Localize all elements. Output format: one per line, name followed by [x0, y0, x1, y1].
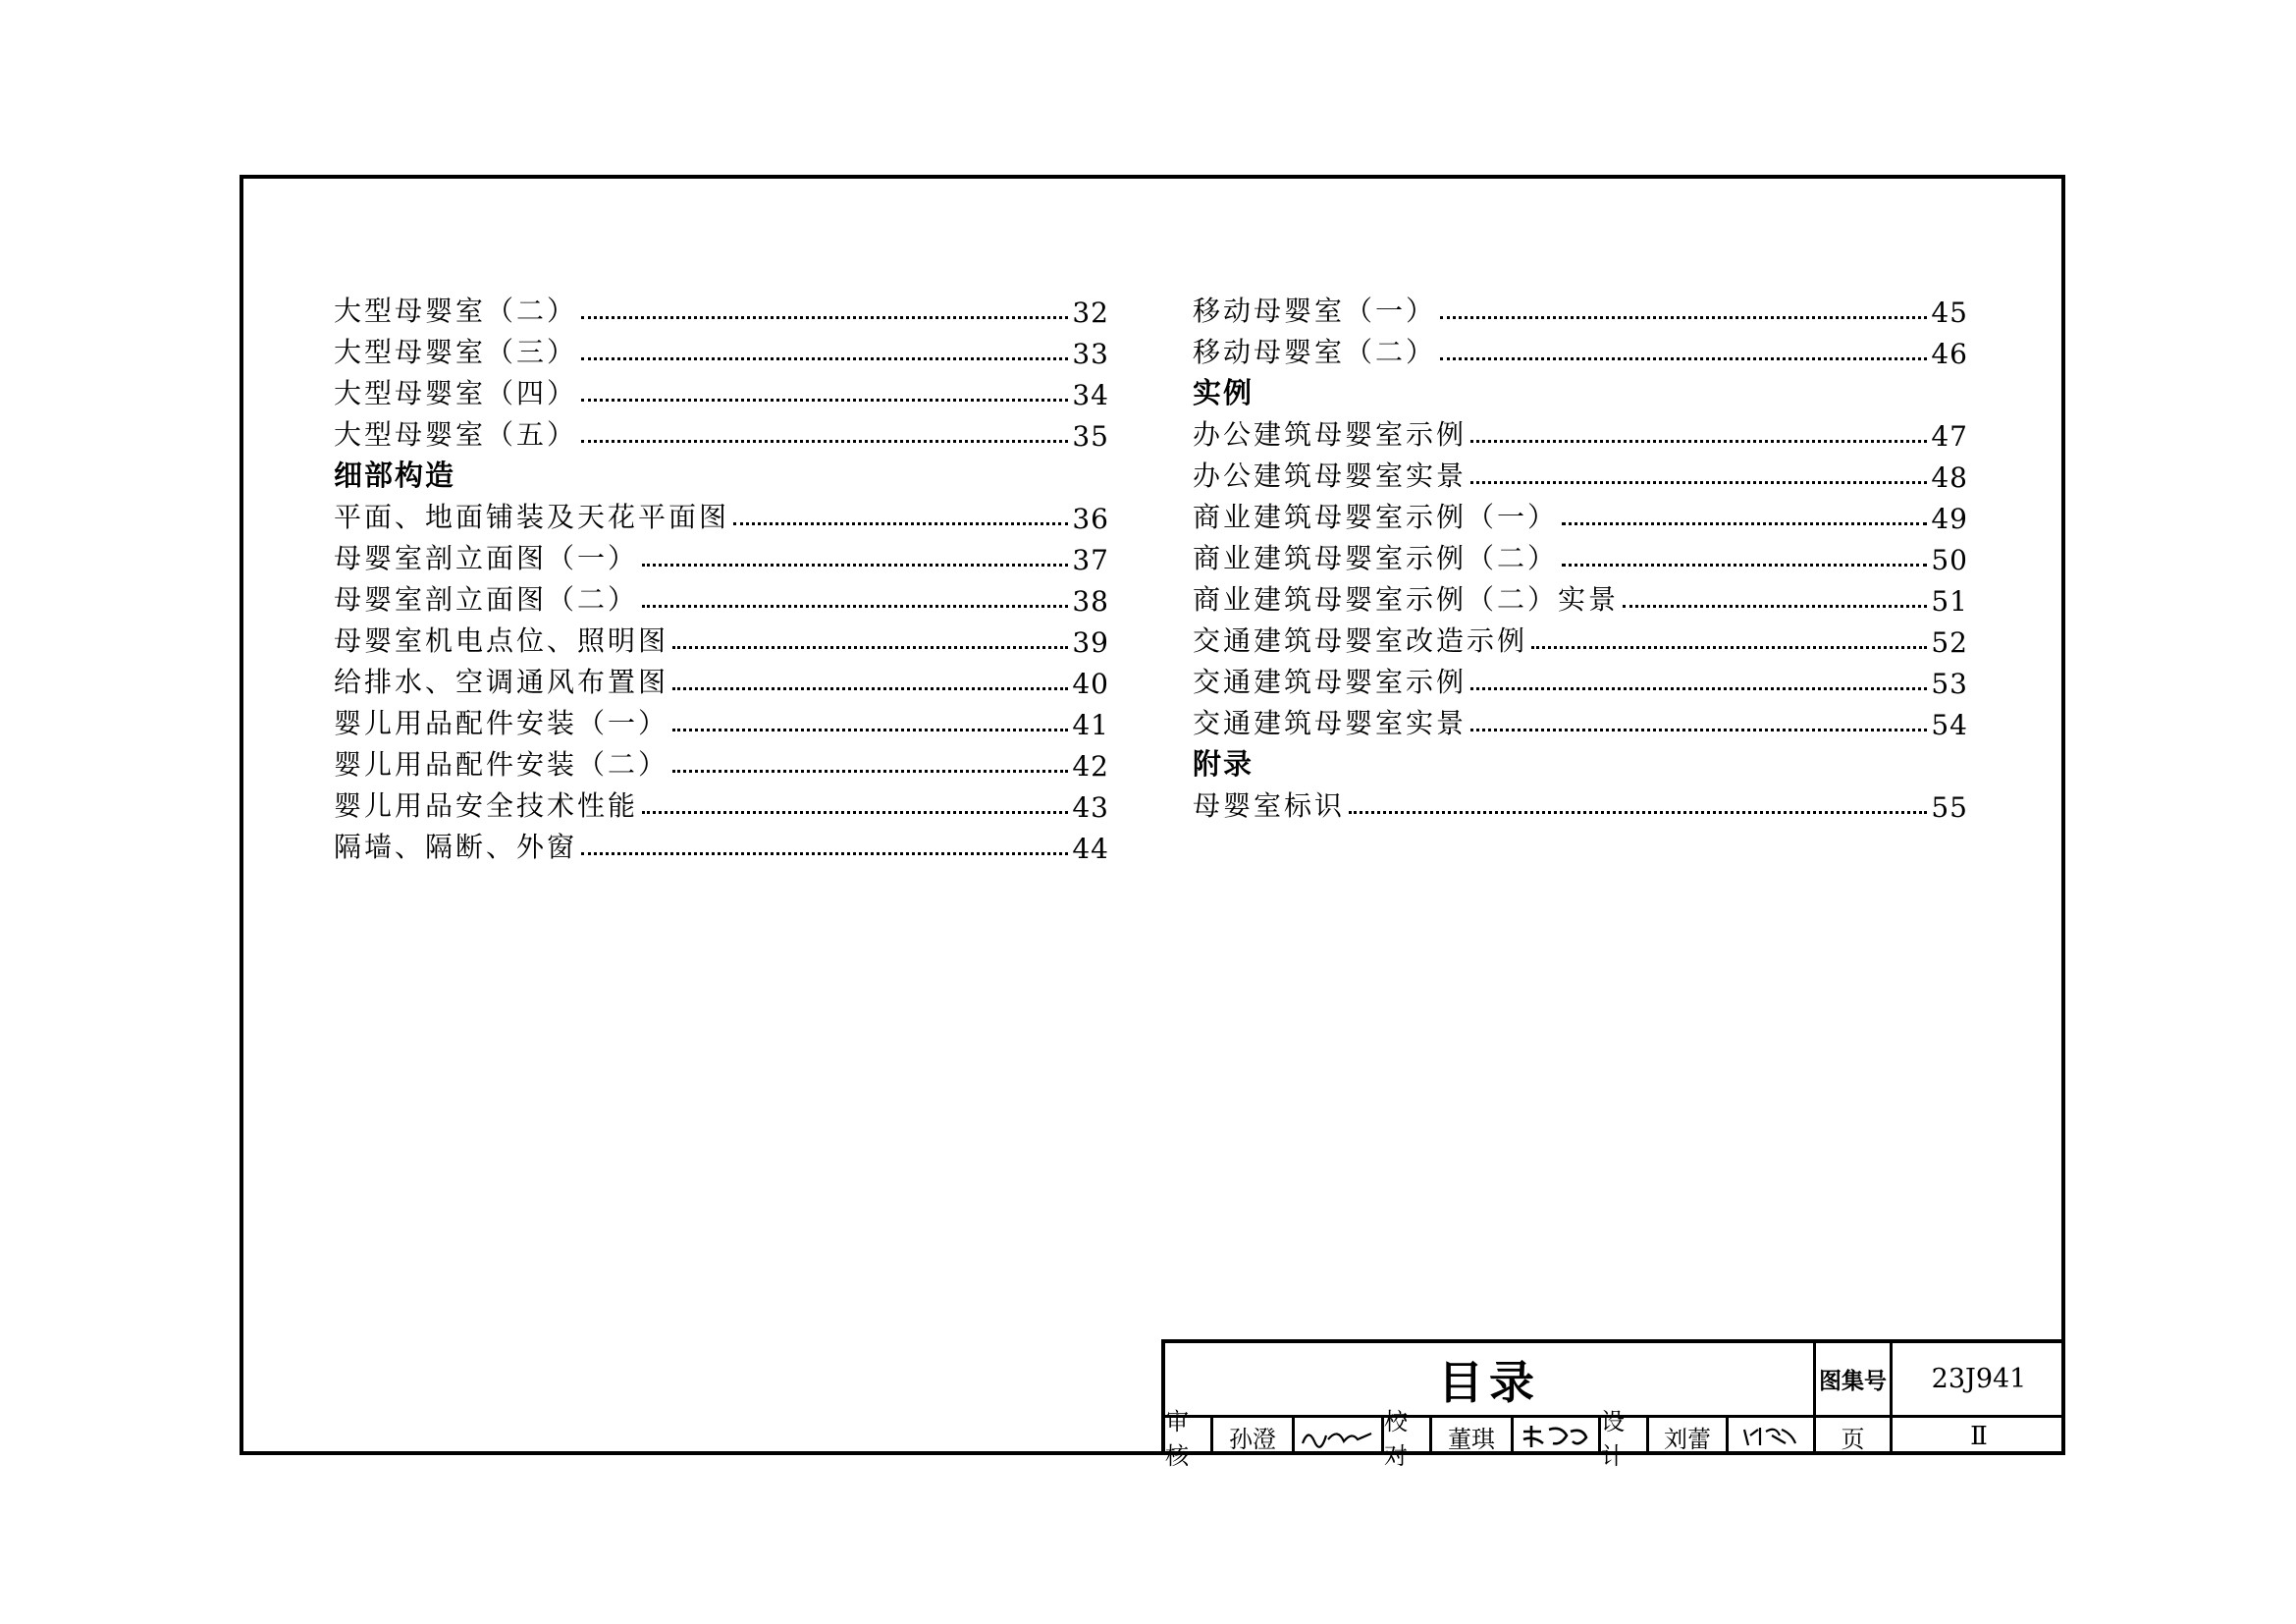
toc-entry[interactable] [1193, 783, 1968, 824]
toc-entry-page: 36 [1072, 503, 1109, 535]
toc-entry[interactable] [1193, 494, 1968, 535]
designer-signature [1729, 1418, 1813, 1455]
dot-leader [672, 646, 1068, 649]
toc-entry-title: 母婴室剖立面图（一） [334, 542, 639, 574]
dot-leader [1531, 646, 1927, 649]
toc-entry-title: 给排水、空调通风布置图 [334, 666, 669, 698]
dot-leader [672, 729, 1068, 731]
toc-entry-title: 商业建筑母婴室示例（二） [1193, 542, 1559, 574]
toc-entry-title: 婴儿用品安全技术性能 [334, 789, 639, 822]
toc-entry-page: 44 [1072, 833, 1109, 865]
reviewer-name: 孙澄 [1229, 1425, 1276, 1453]
toc-entry-page: 38 [1072, 585, 1109, 618]
toc-entry-title: 大型母婴室（四） [334, 377, 578, 409]
toc-entry[interactable] [334, 288, 1109, 329]
toc-entry-title: 母婴室机电点位、照明图 [334, 624, 669, 657]
toc-entry-page: 41 [1072, 709, 1109, 741]
toc-entry-page: 51 [1931, 585, 1968, 618]
designer-name: 刘蕾 [1664, 1425, 1711, 1453]
toc-entry[interactable] [334, 741, 1109, 783]
toc-entry-page: 54 [1931, 709, 1968, 741]
toc-entry-page: 45 [1931, 297, 1968, 329]
toc-entry[interactable] [334, 535, 1109, 576]
dot-leader [581, 852, 1068, 855]
toc-entry-page: 40 [1072, 668, 1109, 700]
toc-entry[interactable] [334, 411, 1109, 453]
dot-leader [1440, 357, 1927, 360]
toc-entry[interactable] [334, 824, 1109, 865]
dot-leader [1440, 316, 1927, 319]
toc-entry-title: 大型母婴室（三） [334, 336, 578, 368]
dot-leader [642, 605, 1068, 608]
dot-leader [672, 770, 1068, 773]
toc-entry-title: 隔墙、隔断、外窗 [334, 831, 578, 863]
toc-entry-title: 婴儿用品配件安装（一） [334, 707, 669, 739]
dot-leader [1349, 811, 1927, 814]
dot-leader [581, 440, 1068, 443]
toc-right-column [1193, 288, 1968, 824]
dot-leader [1470, 481, 1927, 484]
title-block [1161, 1339, 2065, 1470]
toc-entry[interactable] [334, 700, 1109, 741]
dot-leader [1623, 605, 1927, 608]
toc-entry[interactable] [334, 494, 1109, 535]
toc-entry-title: 母婴室剖立面图（二） [334, 583, 639, 616]
toc-entry-page: 52 [1931, 626, 1968, 659]
dot-leader [1562, 522, 1927, 525]
toc-entry[interactable] [1193, 618, 1968, 659]
toc-entry-title: 母婴室标识 [1193, 789, 1346, 822]
toc-entry[interactable] [1193, 288, 1968, 329]
toc-entry-page: 48 [1931, 461, 1968, 494]
toc-entry[interactable] [334, 783, 1109, 824]
toc-entry-page: 39 [1072, 626, 1109, 659]
toc-entry-title: 移动母婴室（一） [1193, 295, 1437, 327]
page-label: 页 [1841, 1425, 1865, 1453]
toc-entry-page: 34 [1072, 379, 1109, 411]
toc-entry[interactable] [334, 618, 1109, 659]
page-number: Ⅱ [1970, 1422, 1988, 1451]
toc-entry-page: 37 [1072, 544, 1109, 576]
toc-entry-page: 43 [1072, 791, 1109, 824]
toc-entry[interactable] [1193, 535, 1968, 576]
dot-leader [1470, 729, 1927, 731]
dot-leader [733, 522, 1068, 525]
toc-entry-page: 50 [1931, 544, 1968, 576]
toc-entry[interactable] [1193, 453, 1968, 494]
toc-entry[interactable] [1193, 329, 1968, 370]
toc-entry[interactable] [334, 370, 1109, 411]
toc-entry-title: 商业建筑母婴室示例（一） [1193, 501, 1559, 533]
toc-entry[interactable] [1193, 576, 1968, 618]
toc-left-column [334, 288, 1109, 865]
toc-entry-title: 交通建筑母婴室实景 [1193, 707, 1468, 739]
toc-entry-title: 婴儿用品配件安装（二） [334, 748, 669, 781]
toc-entry[interactable] [1193, 411, 1968, 453]
dot-leader [1470, 440, 1927, 443]
dot-leader [581, 357, 1068, 360]
toc-entry-title: 平面、地面铺装及天花平面图 [334, 501, 730, 533]
toc-section-heading: 实例 [1193, 376, 1255, 409]
toc-entry-page: 49 [1931, 503, 1968, 535]
toc-entry[interactable] [1193, 659, 1968, 700]
toc-entry-page: 53 [1931, 668, 1968, 700]
dot-leader [1562, 564, 1927, 567]
toc-entry-title: 大型母婴室（二） [334, 295, 578, 327]
toc-section-heading: 附录 [1193, 747, 1255, 781]
toc-entry-page: 47 [1931, 420, 1968, 453]
dot-leader [581, 316, 1068, 319]
toc-entry-title: 办公建筑母婴室示例 [1193, 418, 1468, 451]
dot-leader [1470, 687, 1927, 690]
toc-entry-title: 大型母婴室（五） [334, 418, 578, 451]
toc-entry-page: 46 [1931, 338, 1968, 370]
review-label: 审核 [1165, 1408, 1189, 1470]
toc-entry-title: 办公建筑母婴室实景 [1193, 460, 1468, 492]
reviewer-signature [1295, 1418, 1381, 1455]
toc-entry[interactable] [334, 659, 1109, 700]
toc-entry[interactable] [1193, 700, 1968, 741]
toc-entry-title: 交通建筑母婴室改造示例 [1193, 624, 1528, 657]
dot-leader [642, 811, 1068, 814]
checker-name: 董琪 [1448, 1425, 1495, 1453]
checker-signature [1514, 1418, 1598, 1455]
toc-entry-page: 35 [1072, 420, 1109, 453]
toc-entry-page: 32 [1072, 297, 1109, 329]
atlas-number-label: 图集号 [1819, 1369, 1887, 1394]
dot-leader [672, 687, 1068, 690]
design-label: 设计 [1601, 1408, 1625, 1470]
toc-entry-title: 交通建筑母婴室示例 [1193, 666, 1468, 698]
toc-section-heading: 细部构造 [334, 459, 456, 492]
sheet-title: 目录 [1438, 1355, 1540, 1409]
toc-entry[interactable] [334, 576, 1109, 618]
toc-entry[interactable] [334, 329, 1109, 370]
toc-entry-page: 55 [1931, 791, 1968, 824]
atlas-number: 23J941 [1931, 1364, 2027, 1394]
dot-leader [642, 564, 1068, 567]
toc-entry-page: 42 [1072, 750, 1109, 783]
dot-leader [581, 399, 1068, 402]
toc-entry-title: 移动母婴室（二） [1193, 336, 1437, 368]
toc-entry-title: 商业建筑母婴室示例（二）实景 [1193, 583, 1620, 616]
check-label: 校对 [1384, 1408, 1408, 1470]
toc-entry-page: 33 [1072, 338, 1109, 370]
